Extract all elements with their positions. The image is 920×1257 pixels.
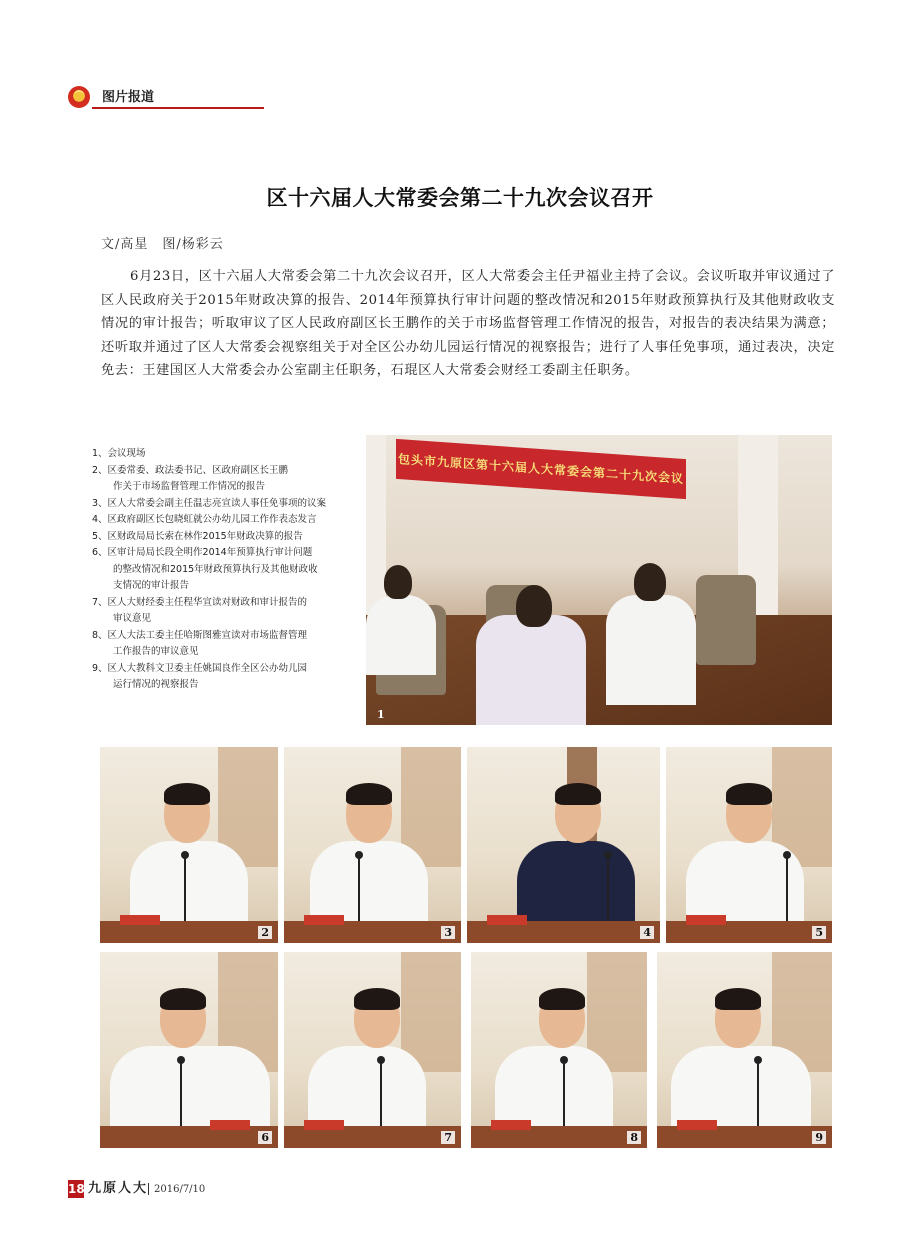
photo-captions	[92, 446, 362, 694]
photo-attendee	[366, 595, 436, 675]
microphone-icon	[563, 1062, 565, 1132]
photo-speaker-9	[657, 952, 832, 1148]
header-underline	[92, 107, 264, 109]
photo-nameplate	[304, 1120, 344, 1130]
photo-number: 7	[441, 1131, 455, 1144]
caption-line: 6、区审计局局长段全明作2014年预算执行审计问题	[92, 547, 313, 558]
photo-speaker-5	[666, 747, 832, 943]
photo-speaker-hair	[346, 783, 392, 805]
caption-line: 4、区政府副区长包晓虹就公办幼儿园工作作表态发言	[92, 514, 317, 525]
caption-line: 9、区人大教科文卫委主任姚国良作全区公办幼儿园	[92, 662, 308, 674]
national-emblem-icon	[68, 86, 90, 108]
microphone-icon	[358, 857, 360, 927]
photo-speaker-hair	[715, 988, 761, 1010]
caption-line: 运行情况的视察报告	[113, 679, 199, 690]
microphone-icon	[180, 1062, 182, 1132]
photo-nameplate	[491, 1120, 531, 1130]
footer-divider	[148, 1183, 149, 1195]
microphone-icon	[757, 1062, 759, 1132]
section-header	[68, 86, 198, 110]
photo-speaker-hair	[555, 783, 601, 805]
photo-speaker-hair	[160, 988, 206, 1010]
photo-meeting-scene	[366, 435, 832, 725]
photo-speaker-torso	[517, 841, 635, 931]
photo-desk	[100, 1126, 278, 1148]
caption-line: 的整改情况和2015年财政预算执行及其他财政收	[113, 563, 318, 575]
photo-speaker-8	[471, 952, 647, 1148]
photo-speaker-4	[467, 747, 660, 943]
article-title: 区十六届人大常委会第二十九次会议召开	[266, 186, 654, 210]
magazine-name: 九原人大	[88, 1181, 149, 1196]
article-byline: 文/高星 图/杨彩云	[101, 237, 224, 252]
caption-line: 作关于市场监督管理工作情况的报告	[113, 481, 266, 492]
photo-number: 4	[640, 926, 654, 939]
caption-line: 8、区人大法工委主任哈斯图雅宣读对市场监督管理	[92, 629, 308, 641]
photo-speaker-hair	[354, 988, 400, 1010]
page-number: 18	[68, 1182, 85, 1196]
photo-attendee-head	[634, 563, 666, 601]
photo-nameplate	[304, 915, 344, 925]
photo-number: 5	[812, 926, 826, 939]
photo-speaker-7	[284, 952, 461, 1148]
photo-number: 6	[258, 1131, 272, 1144]
photo-nameplate	[210, 1120, 250, 1130]
article-body: 6月23日，区十六届人大常委会第二十九次会议召开，区人大常委会主任尹福业主持了会议。会议听取并审议通过了区人民政府关于2015年财政决算的报告、2014年预算执行审计问题的整改情况和2015年财政预算执行及其他财政收支情况的审计报告；听取审议了区人民政府副区长王鹏作的关于市场监督管理工作情况的报告，对报告的表决结果为满意；还听取并通过了区人大常委会视察组关于对全区公办幼儿园运行情况的视察报告；进行了人事任免事项，通过表决，决定免去：王建国区人大常委会办公室副主任职务，石琨区人大常委会财经工委副主任职务。	[101, 269, 835, 378]
meeting-banner: 包头市九原区第十六届人大常委会第二十九次会议	[396, 439, 686, 499]
photo-attendee-head	[516, 585, 552, 627]
photo-nameplate	[677, 1120, 717, 1130]
photo-nameplate	[120, 915, 160, 925]
caption-line: 5、区财政局局长索在林作2015年财政决算的报告	[92, 530, 303, 542]
photo-chair	[696, 575, 756, 665]
photo-speaker-2	[100, 747, 278, 943]
section-label: 图片报道	[92, 88, 158, 108]
photo-attendee	[476, 615, 586, 725]
photo-nameplate	[487, 915, 527, 925]
caption-line: 审议意见	[113, 613, 152, 624]
photo-number: 1	[377, 708, 385, 721]
caption-line: 2、区委常委、政法委书记、区政府副区长王鹏	[92, 464, 289, 476]
caption-line: 工作报告的审议意见	[113, 646, 199, 657]
microphone-icon	[184, 857, 186, 927]
photo-attendee	[606, 595, 696, 705]
photo-attendee-head	[384, 565, 412, 599]
photo-number: 2	[258, 926, 272, 939]
photo-speaker-6	[100, 952, 278, 1148]
photo-speaker-hair	[164, 783, 210, 805]
photo-number: 9	[812, 1131, 826, 1144]
photo-nameplate	[686, 915, 726, 925]
caption-line: 1、会议现场	[92, 448, 146, 459]
caption-line: 支情况的审计报告	[113, 580, 190, 591]
microphone-icon	[607, 857, 609, 927]
photo-number: 3	[441, 926, 455, 939]
caption-line: 3、区人大常委会副主任温志亮宣读人事任免事项的议案	[92, 497, 327, 509]
issue-date: 2016/7/10	[154, 1184, 206, 1195]
photo-speaker-hair	[726, 783, 772, 805]
microphone-icon	[786, 857, 788, 927]
caption-line: 7、区人大财经委主任程华宣读对财政和审计报告的	[92, 596, 308, 608]
photo-number: 8	[627, 1131, 641, 1144]
photo-speaker-3	[284, 747, 461, 943]
microphone-icon	[380, 1062, 382, 1132]
photo-speaker-hair	[539, 988, 585, 1010]
